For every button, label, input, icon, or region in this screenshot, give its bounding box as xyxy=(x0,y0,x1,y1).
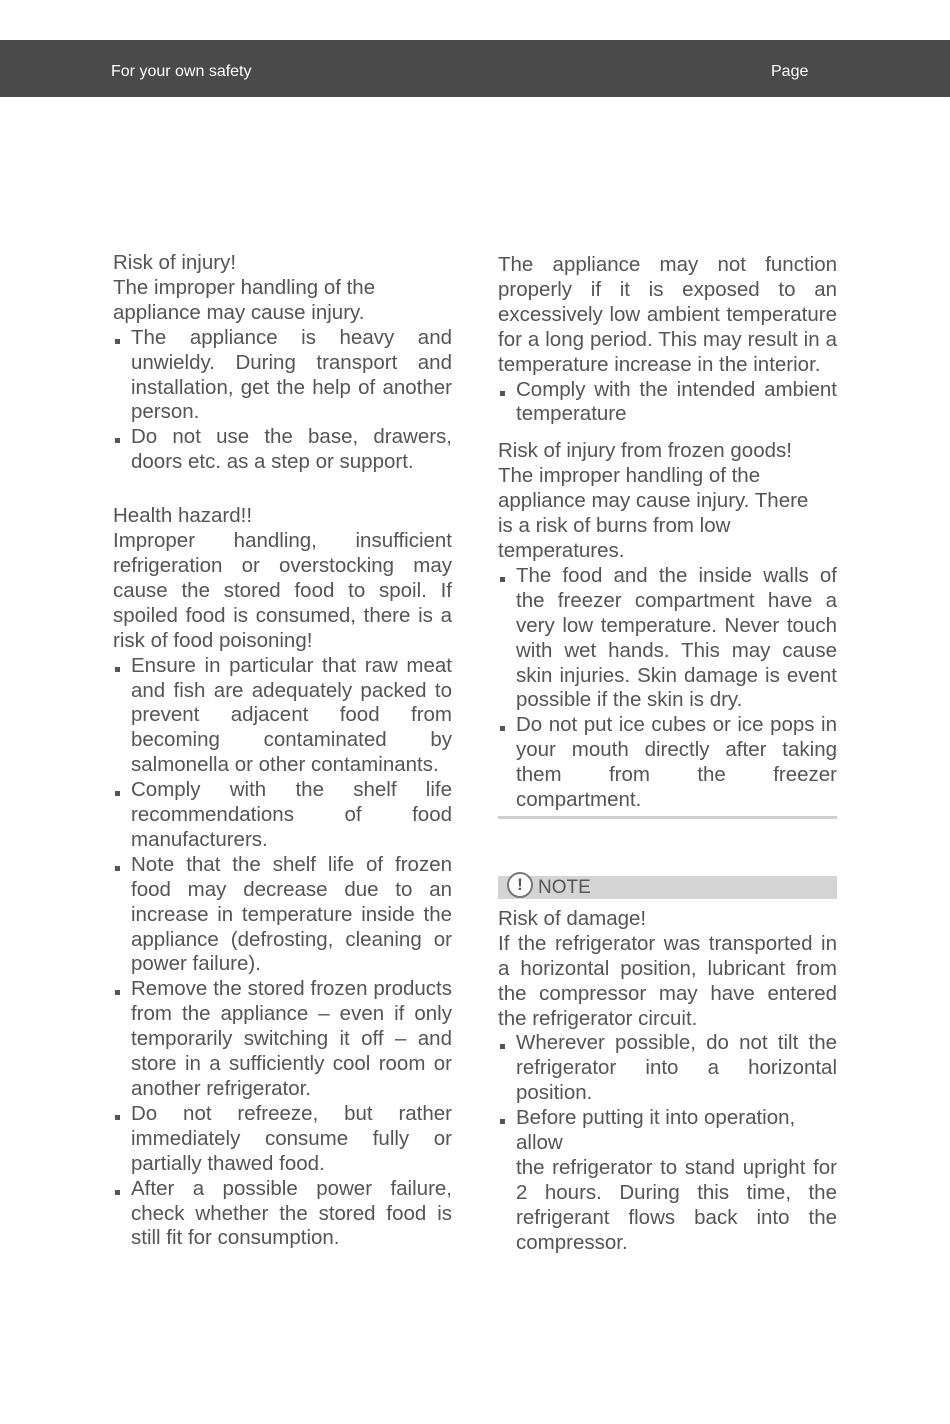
frozen-intro-line-2: appliance may cause injury. There xyxy=(498,489,809,513)
list-item: Remove the stored frozen products from the appliance – even if only temporarily switching it off – and store in a sufficiently cool room or another refrigerator. xyxy=(113,977,452,1102)
list-item: Do not refreeze, but rather immediately consume fully or partially thawed food. xyxy=(113,1102,452,1177)
list-item: After a possible power failure, check whether the stored food is still fit for consumption. xyxy=(113,1177,452,1252)
health-title: Health hazard!! xyxy=(113,504,253,528)
list-item: Do not use the base, drawers, doors etc. as a step or support. xyxy=(113,425,452,475)
section-divider xyxy=(498,816,837,819)
list-item: Comply with the shelf life recommendations of food manufacturers. xyxy=(113,778,452,853)
list-item xyxy=(498,1106,837,1255)
frozen-intro-line-1: The improper handling of the xyxy=(498,464,761,488)
frozen-bullet-list xyxy=(498,564,837,813)
injury-bullet-list xyxy=(113,326,452,475)
note-label: NOTE xyxy=(538,876,591,898)
damage-bullet-list xyxy=(498,1031,837,1255)
exclamation-icon: ! xyxy=(507,872,533,898)
right-column xyxy=(498,253,837,1256)
list-item: Comply with the intended ambient temperature xyxy=(498,378,837,428)
frozen-intro-line-4: temperatures. xyxy=(498,538,625,562)
list-item: The food and the inside walls of the freezer compartment have a very low temperature. Never touch with wet hands. This may cause skin injuries. Skin damage is event possible if the skin is dry. xyxy=(498,564,837,713)
injury-intro-line-2: appliance may cause injury. xyxy=(113,300,365,324)
list-item-line: allow xyxy=(516,1131,563,1155)
health-intro: Improper handling, insufficient refrigeration or overstocking may cause the stored food to spoil. If spoiled food is consumed, there is a risk of food poisoning! xyxy=(113,529,452,652)
note-banner xyxy=(498,876,837,899)
left-column xyxy=(113,251,452,1251)
damage-title: Risk of damage! xyxy=(498,906,647,930)
list-item: The appliance is heavy and unwieldy. During transport and installation, get the help of another person. xyxy=(113,326,452,426)
frozen-intro-line-3: is a risk of burns from low xyxy=(498,514,731,538)
health-bullet-list xyxy=(113,654,452,1252)
list-item: Wherever possible, do not tilt the refrigerator into a horizontal position. xyxy=(498,1031,837,1106)
list-item: Ensure in particular that raw meat and fish are adequately packed to prevent adjacent food from becoming contaminated by salmonella or other contaminants. xyxy=(113,654,452,779)
page-label: Page xyxy=(771,63,809,80)
injury-intro-line-1: The improper handling of the xyxy=(113,275,376,299)
ambient-bullet-list xyxy=(498,378,837,428)
list-item: Note that the shelf life of frozen food may decrease due to an increase in temperature inside the appliance (defrosting, cleaning or power failure). xyxy=(113,853,452,978)
injury-title: Risk of injury! xyxy=(113,251,237,274)
list-item-line: the refrigerator to stand upright for 2 hours. During this time, the refrigerant flows back into the compressor. xyxy=(516,1156,837,1254)
section-title: For your own safety xyxy=(111,63,252,80)
list-item-line: Before putting it into operation, xyxy=(516,1106,796,1130)
frozen-title: Risk of injury from frozen goods! xyxy=(498,439,792,463)
damage-intro: If the refrigerator was transported in a horizontal position, lubricant from the compressor may have entered the refrigerator circuit. xyxy=(498,931,837,1030)
ambient-intro: The appliance may not function properly if it is exposed to an excessively low ambient temperature for a long period. This may result in a temperature increase in the interior. xyxy=(498,253,837,376)
list-item: Do not put ice cubes or ice pops in your mouth directly after taking them from the freezer compartment. xyxy=(498,713,837,813)
page-header xyxy=(0,40,950,97)
